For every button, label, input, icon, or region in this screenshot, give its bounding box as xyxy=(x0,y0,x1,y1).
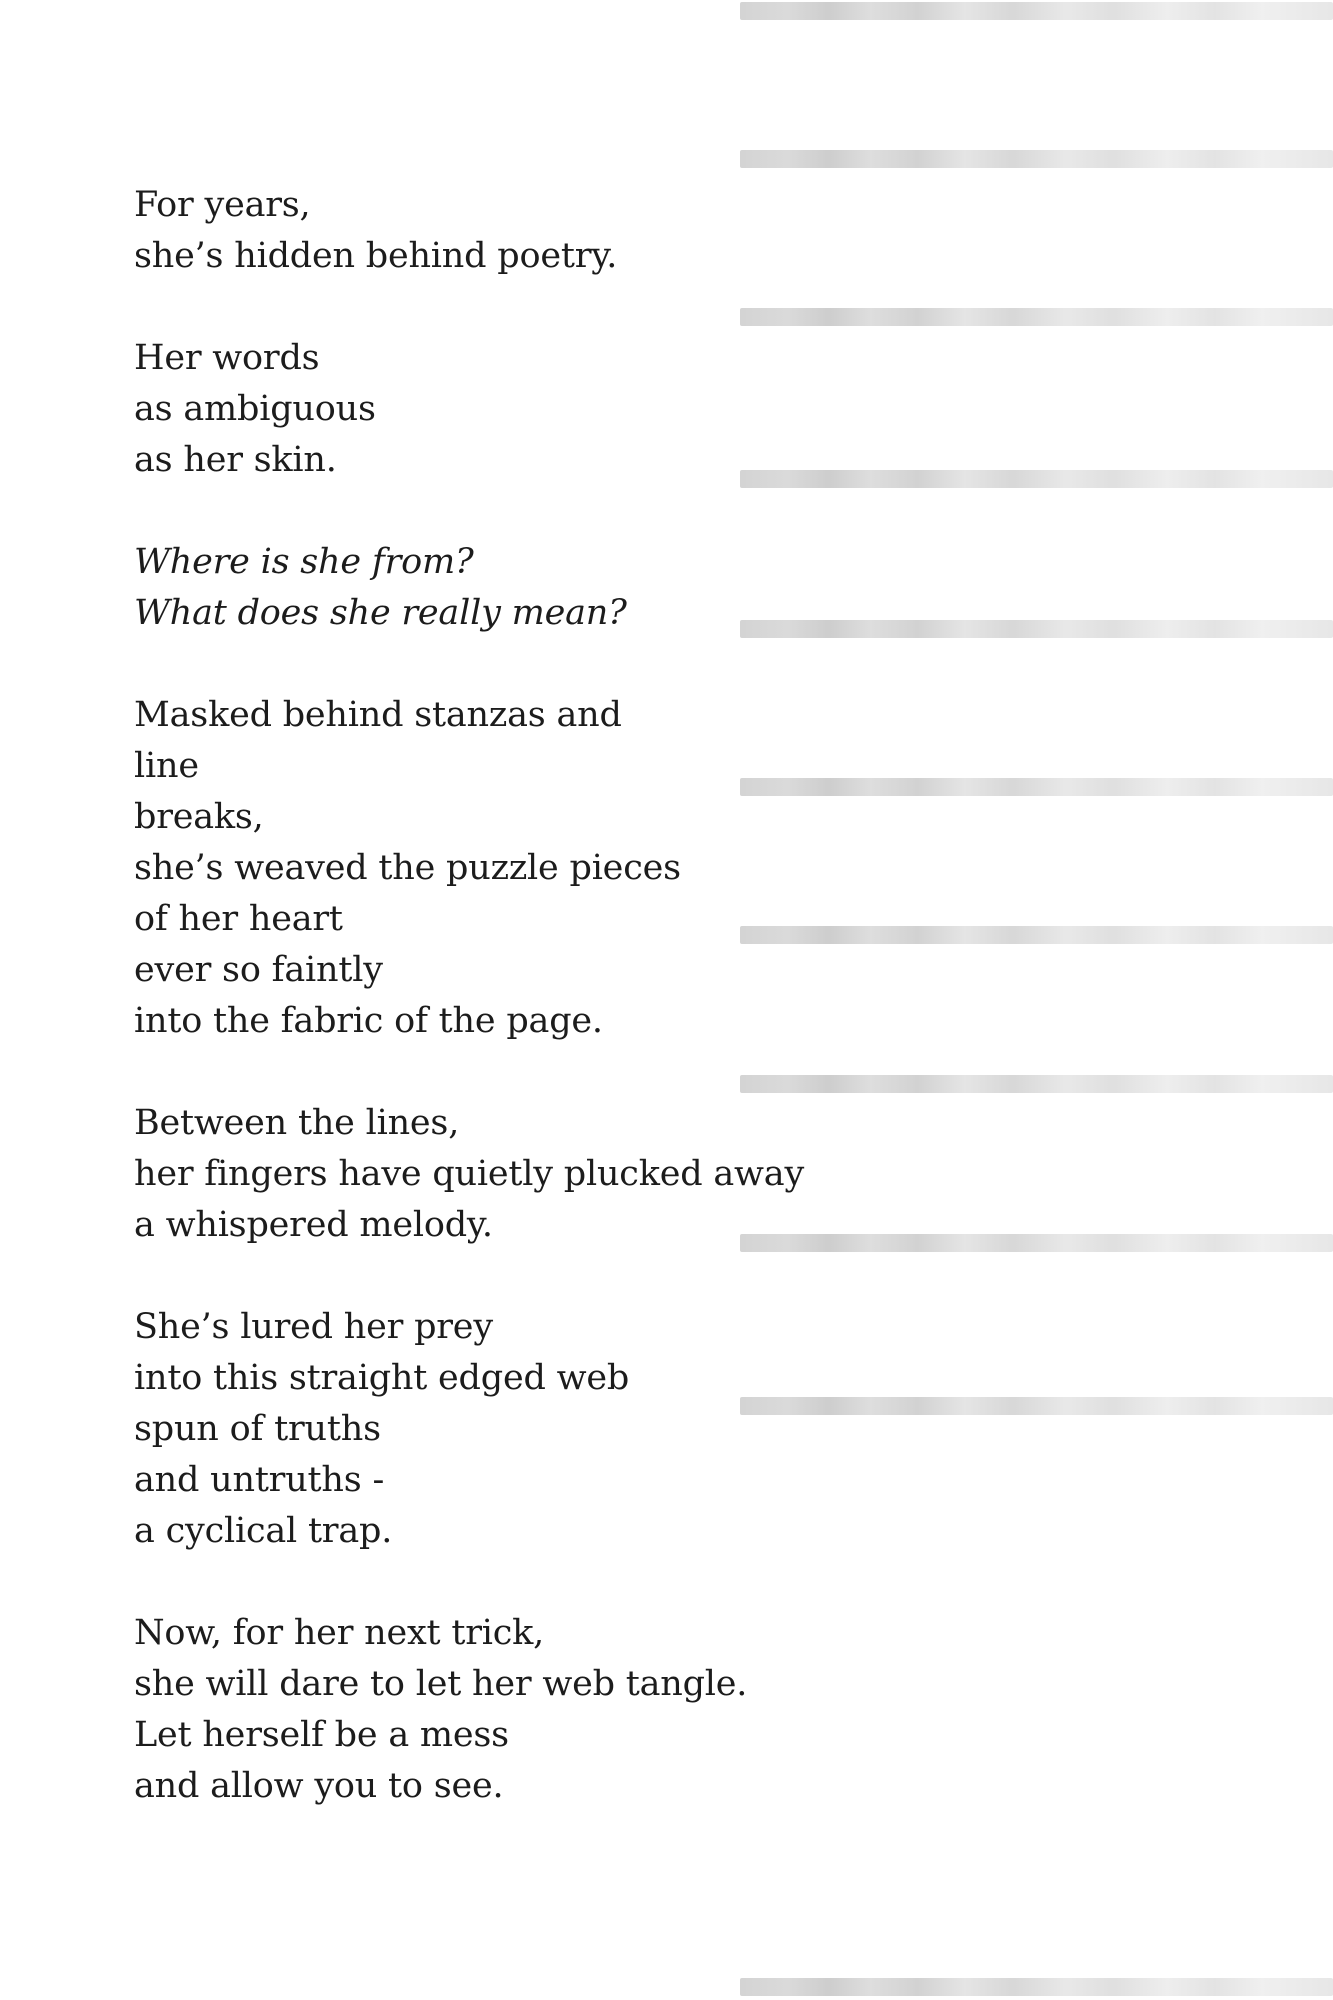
poem-line: What does she really mean? xyxy=(134,593,627,633)
poem-line: she’s weaved the puzzle pieces xyxy=(134,848,681,888)
stanza xyxy=(134,1302,734,1557)
stanza xyxy=(134,537,734,639)
brush-stroke xyxy=(740,1075,1333,1093)
poem-line: a cyclical trap. xyxy=(134,1511,393,1551)
poem-line: line xyxy=(134,746,199,786)
brush-stroke xyxy=(740,1397,1333,1415)
poem-line: and allow you to see. xyxy=(134,1766,504,1806)
poem-line: a whispered melody. xyxy=(134,1205,493,1245)
poem-line: of her heart xyxy=(134,899,343,939)
decorative-brush-strokes xyxy=(740,0,1333,2000)
stanza xyxy=(134,690,734,1047)
poem-line: Between the lines, xyxy=(134,1103,460,1143)
poem-line: ever so faintly xyxy=(134,950,383,990)
brush-stroke xyxy=(740,2,1333,20)
poem-line: she will dare to let her web tangle. xyxy=(134,1664,748,1704)
poem-line: breaks, xyxy=(134,797,264,837)
poem-body xyxy=(134,180,805,1863)
poem-line: into this straight edged web xyxy=(134,1358,630,1398)
brush-stroke xyxy=(740,620,1333,638)
poem-line: Where is she from? xyxy=(134,542,474,582)
brush-stroke xyxy=(740,470,1333,488)
stanza xyxy=(134,180,734,282)
brush-stroke xyxy=(740,778,1333,796)
poem-line: Now, for her next trick, xyxy=(134,1613,545,1653)
poem-line: spun of truths xyxy=(134,1409,381,1449)
poem-line: she’s hidden behind poetry. xyxy=(134,236,618,276)
poem-line: Let herself be a mess xyxy=(134,1715,509,1755)
poem-line: For years, xyxy=(134,185,311,225)
brush-stroke xyxy=(740,150,1333,168)
poem-line: as her skin. xyxy=(134,440,337,480)
poem-line: her fingers have quietly plucked away xyxy=(134,1154,805,1194)
brush-stroke xyxy=(740,926,1333,944)
poem-line: Masked behind stanzas and xyxy=(134,695,622,735)
poem-line: Her words xyxy=(134,338,320,378)
poem-line: She’s lured her prey xyxy=(134,1307,493,1347)
stanza xyxy=(134,1098,805,1251)
brush-stroke xyxy=(740,1234,1333,1252)
poem-line: as ambiguous xyxy=(134,389,376,429)
poem-line: into the fabric of the page. xyxy=(134,1001,603,1041)
brush-stroke xyxy=(740,1978,1333,1996)
stanza xyxy=(134,1608,748,1812)
stanza xyxy=(134,333,734,486)
brush-stroke xyxy=(740,308,1333,326)
poem-line: and untruths - xyxy=(134,1460,385,1500)
